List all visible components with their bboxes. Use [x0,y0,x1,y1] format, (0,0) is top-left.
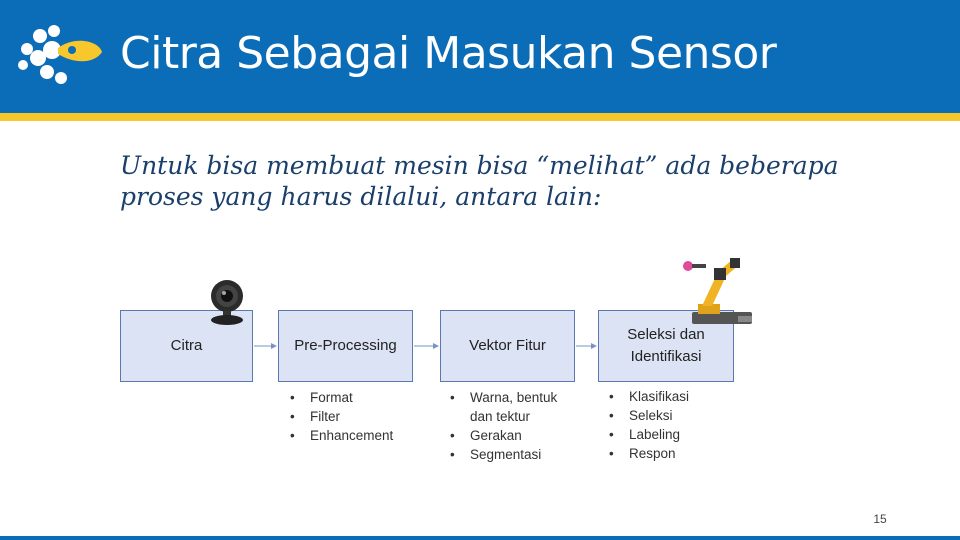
list-item: • Seleksi [606,406,746,425]
list-item: • Respon [606,444,746,463]
list-item: • Filter [287,407,427,426]
webcam-icon [206,278,248,326]
feature-vector-list [447,388,587,464]
flow-box-label: Pre-Processing [294,337,397,354]
flow-box-label: Vektor Fitur [469,337,546,354]
list-item: • Segmentasi [447,445,587,464]
flow-box-label: Seleksi dan Identifikasi [627,326,705,365]
preprocessing-list [287,388,427,445]
bottom-bar [0,536,960,540]
flow-box-preprocessing [278,310,413,382]
flow-box-vektor-fitur [440,310,575,382]
list-item: • Format [287,388,427,407]
list-item: • Labeling [606,425,746,444]
slide-title: Citra Sebagai Masukan Sensor [120,28,777,79]
list-item: • Enhancement [287,426,427,445]
list-item: • Klasifikasi [606,387,746,406]
list-item: • Warna, bentuk dan tektur [447,388,575,426]
intro-text: Untuk bisa membuat mesin bisa “melihat” ada beberapa proses yang harus dilalui, antara lain: [120,151,839,211]
list-item: • Gerakan [447,426,587,445]
page-number: 15 [873,512,887,526]
robot-arm-icon [678,254,756,330]
flow-box-label: Citra [170,337,203,354]
identification-list [606,387,746,463]
